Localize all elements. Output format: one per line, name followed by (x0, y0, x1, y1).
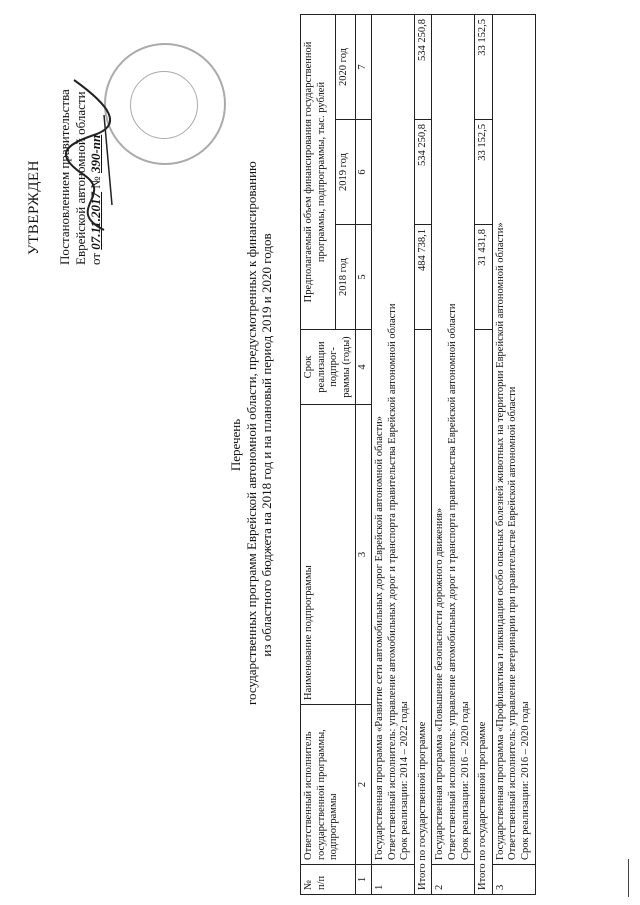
margin-mark (628, 859, 629, 897)
program-executor: Ответственный исполнитель: управление автомобильных дорог и транспорта правительства Еврейской автономной области (446, 303, 458, 860)
date-value: 07.11.2017 (88, 191, 104, 250)
header-term: Срок реализации подпрог-раммы (годы) (301, 330, 356, 405)
program-name: Государственная программа «Повышение безопасности дорожного движения» (434, 507, 446, 860)
header-funding: Предполагаемый объем финансирования государственной программы, подпрограммы, тыс. рублей (301, 14, 336, 329)
heading-title: Перечень (228, 418, 243, 472)
total-label: Итого по государственной программе (414, 330, 432, 895)
program-row-1 (371, 14, 414, 894)
program-term: Срок реализации: 2014 – 2022 годы (399, 701, 411, 860)
number-value: 390-пп (88, 134, 104, 174)
total-2018: 31 431,8 (475, 225, 493, 330)
col-number: 5 (356, 225, 372, 330)
header-executor: Ответственный исполнитель государственной программы, подпрограммы (301, 705, 356, 865)
header-no: № п/п (301, 865, 356, 895)
col-number: 2 (356, 705, 372, 865)
program-description (492, 14, 535, 864)
col-number: 1 (356, 865, 372, 895)
col-number: 7 (356, 14, 372, 119)
heading-line-1: государственных программ Еврейской автономной области, предусмотренных к финансированию (243, 161, 259, 705)
signature-mark (54, 75, 124, 235)
column-numbers-row (356, 14, 372, 894)
document-heading (228, 161, 275, 705)
col-number: 4 (356, 330, 372, 405)
program-total-row-1 (414, 14, 432, 894)
program-description (432, 14, 475, 864)
programs-table (300, 14, 536, 895)
header-2018: 2018 год (335, 225, 355, 330)
heading-line-2: из областного бюджета на 2018 год и на плановый период 2019 и 2020 годов (259, 233, 275, 657)
program-term: Срок реализации: 2016 – 2020 годы (459, 701, 471, 860)
program-number: 1 (371, 865, 414, 895)
program-executor: Ответственный исполнитель: управление ветеринарии при правительстве Еврейской автономной области (507, 386, 519, 860)
program-number: 2 (432, 865, 475, 895)
approval-line-2: Еврейской автономной области (72, 91, 88, 265)
total-2019: 33 152,5 (475, 120, 493, 225)
table-header-row (301, 14, 336, 894)
program-description (371, 14, 414, 864)
header-subprogram: Наименование подпрограммы (301, 405, 356, 705)
program-name: Государственная программа «Развитие сети автомобильных дорог Еврейской автономной области» (373, 415, 385, 860)
total-label: Итого по государственной программе (475, 330, 493, 895)
approval-line-1: Постановлением правительства (57, 89, 72, 265)
total-2020: 534 250,8 (414, 14, 432, 119)
total-2019: 534 250,8 (414, 120, 432, 225)
total-2020: 33 152,5 (475, 14, 493, 119)
program-term: Срок реализации: 2016 – 2020 годы (519, 701, 531, 860)
total-2018: 484 738,1 (414, 225, 432, 330)
program-row-2 (432, 14, 475, 894)
date-prefix: от (88, 252, 104, 265)
program-row-3 (492, 14, 535, 894)
col-number: 3 (356, 405, 372, 705)
approval-title: УТВЕРЖДЕН (26, 160, 42, 255)
program-name: Государственная программа «Профилактика и ликвидация особо опасных болезней животных на территории Еврейской автономной области» (494, 222, 506, 860)
program-total-row-2 (475, 14, 493, 894)
number-prefix: № (88, 176, 104, 189)
header-2020: 2020 год (335, 14, 355, 119)
header-2019: 2019 год (335, 120, 355, 225)
program-number: 3 (492, 865, 535, 895)
program-executor: Ответственный исполнитель: управление автомобильных дорог и транспорта правительства Еврейской автономной области (386, 303, 398, 860)
col-number: 6 (356, 120, 372, 225)
